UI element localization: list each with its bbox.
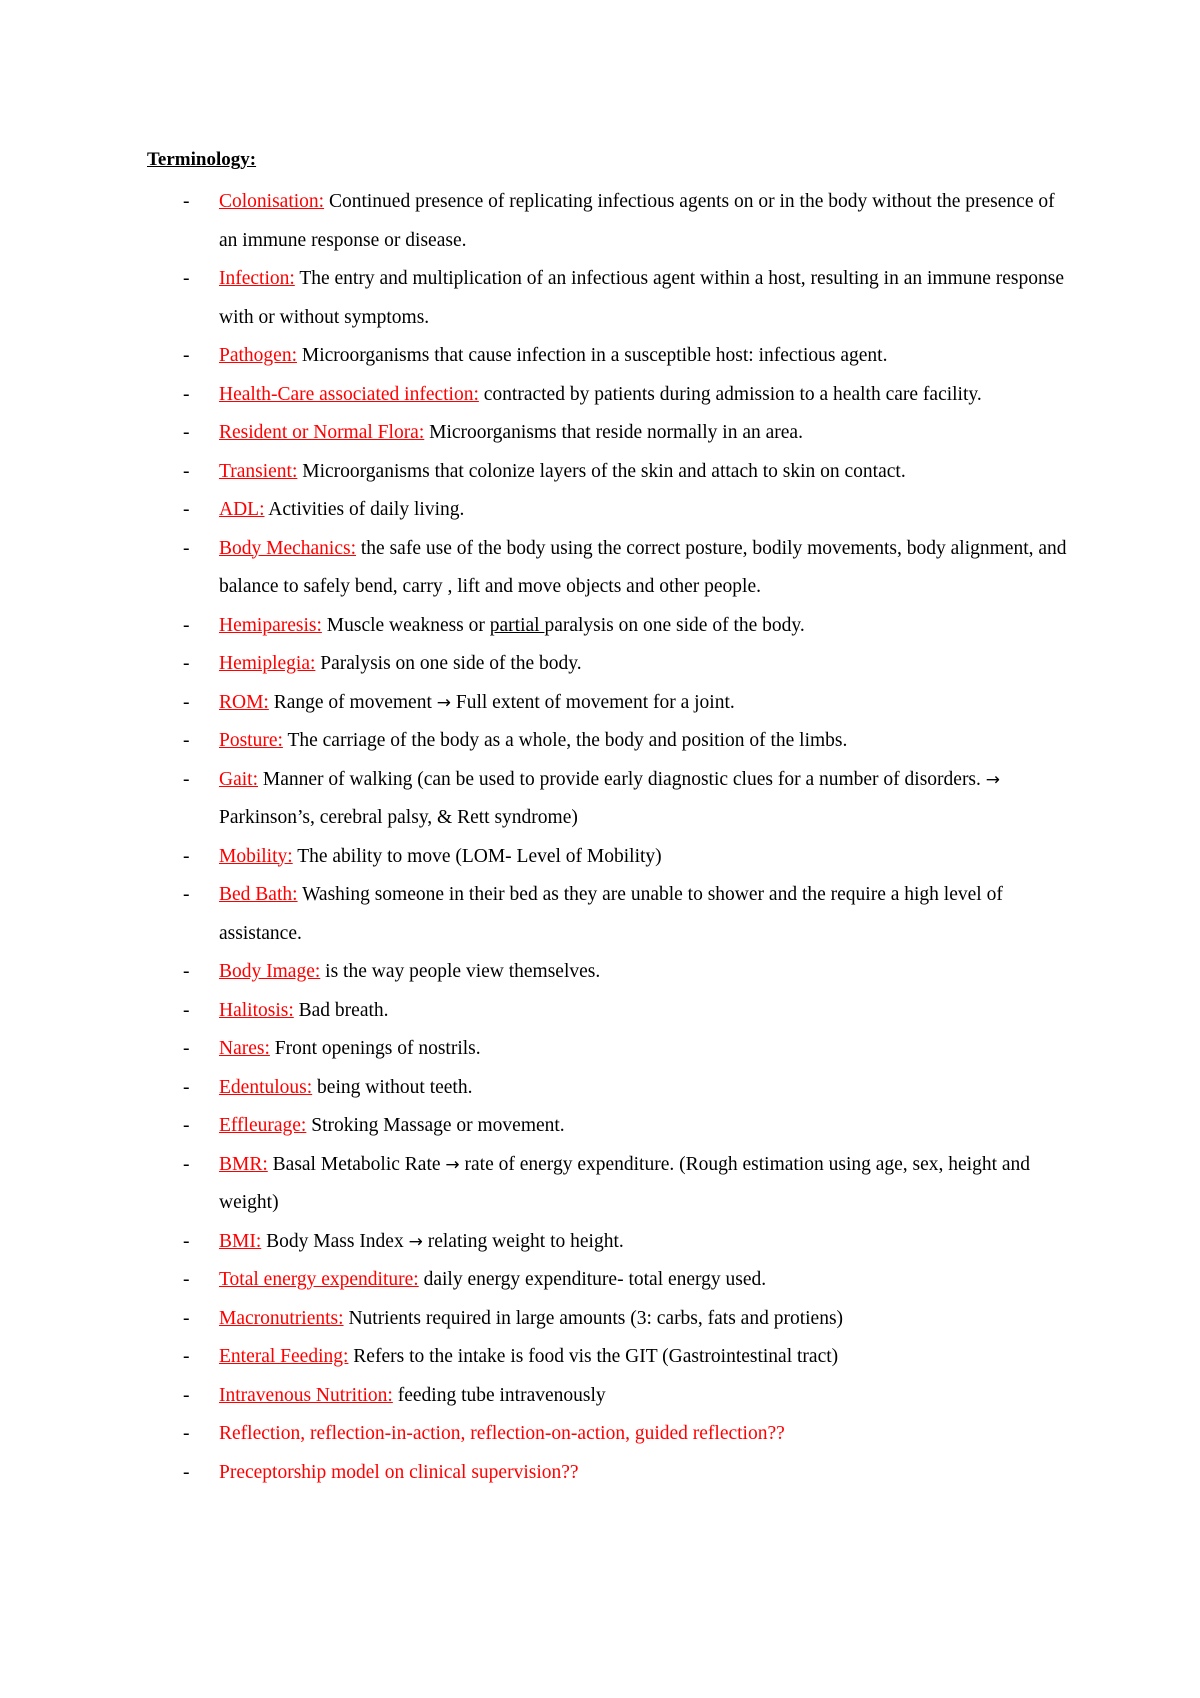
- open-question-text: Preceptorship model on clinical supervision??: [219, 1461, 579, 1483]
- list-dash: -: [183, 268, 190, 289]
- term-label: Hemiplegia:: [219, 653, 316, 674]
- term-label: Intravenous Nutrition:: [219, 1384, 393, 1406]
- term-definition: Bad breath.: [293, 999, 389, 1021]
- list-dash: -: [183, 422, 190, 443]
- list-dash: -: [183, 653, 190, 674]
- term-definition: Refers to the intake is food vis the GIT (Gastrointestinal tract): [348, 1346, 839, 1367]
- list-item: [0, 876, 1069, 953]
- term-label: Total energy expenditure:: [219, 1269, 419, 1290]
- term-label: Halitosis:: [219, 999, 294, 1021]
- list-item: [0, 1223, 1069, 1262]
- list-item: [0, 1300, 1069, 1339]
- term-label: BMR:: [219, 1153, 268, 1175]
- list-item: [0, 260, 1069, 337]
- term-definition: daily energy expenditure- total energy used.: [418, 1269, 767, 1290]
- term-definition: Paralysis on one side of the body.: [315, 653, 582, 674]
- list-dash: -: [183, 1230, 190, 1252]
- term-definition: Front openings of nostrils.: [269, 1038, 481, 1059]
- list-dash: -: [183, 1346, 190, 1367]
- list-item: [0, 838, 1069, 877]
- list-item: [0, 645, 1069, 684]
- list-dash: -: [183, 691, 190, 713]
- list-dash: -: [183, 614, 190, 636]
- term-label: Pathogen:: [219, 345, 297, 366]
- term-definition: Range of movement: [268, 691, 437, 713]
- arrow-right-icon: →: [408, 1231, 423, 1252]
- list-dash: -: [183, 1461, 190, 1483]
- term-definition: Full extent of movement for a joint.: [450, 691, 735, 713]
- term-label: ADL:: [219, 499, 265, 520]
- list-item: [0, 1069, 1069, 1108]
- term-label: Nares:: [219, 1038, 270, 1059]
- term-definition: paralysis on one side of the body.: [544, 614, 805, 636]
- list-item: [0, 530, 1069, 607]
- term-definition: Microorganisms that reside normally in an area.: [424, 422, 803, 443]
- term-label: Colonisation:: [219, 191, 325, 212]
- term-label: Transient:: [219, 460, 298, 482]
- term-label: Macronutrients:: [219, 1307, 344, 1329]
- list-dash: -: [183, 1307, 190, 1329]
- list-item: [0, 414, 1069, 453]
- list-item: [0, 684, 1069, 723]
- term-definition: Manner of walking (can be used to provide early diagnostic clues for a number of disorders.: [258, 768, 986, 790]
- page-heading: Terminology:: [147, 149, 257, 170]
- list-item: [0, 183, 1069, 260]
- term-definition: Microorganisms that cause infection in a susceptible host: infectious agent.: [297, 345, 888, 366]
- term-definition: is the way people view themselves.: [320, 961, 601, 982]
- term-label: Health-Care associated infection:: [219, 383, 479, 405]
- list-dash: -: [183, 961, 190, 982]
- term-definition: relating weight to height.: [422, 1230, 624, 1252]
- list-item: [0, 491, 1069, 530]
- list-dash: -: [183, 1423, 190, 1444]
- list-dash: -: [183, 730, 190, 751]
- list-dash: -: [183, 537, 190, 559]
- list-dash: -: [183, 1153, 190, 1175]
- term-definition: Continued presence of replicating infectious agents on or in the body without the presence of an immune response or disease.: [219, 191, 1055, 251]
- term-definition: Activities of daily living.: [264, 499, 465, 520]
- term-label: Infection:: [219, 268, 295, 289]
- list-item: [0, 376, 1069, 415]
- list-item: [0, 1338, 1069, 1377]
- term-label: Posture:: [219, 730, 283, 751]
- list-item: [0, 1415, 1069, 1454]
- term-definition: being without teeth.: [312, 1076, 473, 1098]
- list-dash: -: [183, 383, 190, 405]
- list-item: [0, 992, 1069, 1031]
- list-dash: -: [183, 345, 190, 366]
- list-item: [0, 453, 1069, 492]
- term-definition: Basal Metabolic Rate: [267, 1153, 446, 1175]
- term-label: Gait:: [219, 768, 258, 790]
- term-label: Effleurage:: [219, 1115, 307, 1136]
- list-dash: -: [183, 999, 190, 1021]
- list-item: [0, 761, 1069, 838]
- term-label: Body Image:: [219, 961, 321, 982]
- list-dash: -: [183, 845, 190, 867]
- list-dash: -: [183, 1384, 190, 1406]
- arrow-right-icon: →: [445, 1154, 460, 1175]
- list-item: [0, 1030, 1069, 1069]
- term-definition: rate of energy expenditure. (Rough estimation using age, sex, height and weight): [219, 1153, 1031, 1213]
- list-item: [0, 1454, 1069, 1493]
- term-label: Mobility:: [219, 845, 293, 867]
- arrow-right-icon: →: [985, 769, 1001, 790]
- list-dash: -: [183, 1269, 190, 1290]
- list-item: [0, 337, 1069, 376]
- list-dash: -: [183, 768, 190, 790]
- list-dash: -: [183, 1076, 190, 1098]
- term-definition: The carriage of the body as a whole, the body and position of the limbs.: [282, 730, 848, 751]
- term-definition: contracted by patients during admission to a health care facility.: [478, 383, 982, 405]
- list-dash: -: [183, 1115, 190, 1136]
- list-item: [0, 1377, 1069, 1416]
- term-definition: The ability to move (LOM- Level of Mobility): [292, 845, 662, 867]
- list-dash: -: [183, 884, 190, 905]
- term-definition: Muscle weakness or: [321, 614, 490, 636]
- term-definition: the safe use of the body using the correct posture, bodily movements, body alignment, and balance to safely bend, carry , lift and move objects and other people.: [219, 537, 1067, 597]
- term-definition: Stroking Massage or movement.: [306, 1115, 565, 1136]
- term-label: Bed Bath:: [219, 884, 298, 905]
- list-dash: -: [183, 460, 190, 482]
- list-dash: -: [183, 1038, 190, 1059]
- term-label: Enteral Feeding:: [219, 1346, 349, 1367]
- term-label: Edentulous:: [219, 1076, 313, 1098]
- term-definition: Body Mass Index: [261, 1230, 409, 1252]
- terminology-list: [0, 183, 1200, 1492]
- open-question-text: Reflection, reflection-in-action, reflection-on-action, guided reflection??: [219, 1423, 785, 1444]
- list-item: [0, 1107, 1069, 1146]
- term-definition: Microorganisms that colonize layers of the skin and attach to skin on contact.: [297, 460, 906, 482]
- list-item: [0, 953, 1069, 992]
- list-item: [0, 607, 1069, 646]
- term-definition-underlined: partial: [489, 614, 545, 636]
- list-item: [0, 722, 1069, 761]
- list-dash: -: [183, 191, 190, 212]
- term-label: BMI:: [219, 1230, 262, 1252]
- term-label: Resident or Normal Flora:: [219, 422, 425, 443]
- list-item: [0, 1261, 1069, 1300]
- term-definition: Parkinson’s, cerebral palsy, & Rett syndrome): [219, 807, 578, 828]
- term-definition: Washing someone in their bed as they are unable to shower and the require a high level of assistance.: [219, 884, 1003, 944]
- term-definition: feeding tube intravenously: [392, 1384, 606, 1406]
- term-definition: The entry and multiplication of an infectious agent within a host, resulting in an immune response with or without symptoms.: [219, 268, 1064, 328]
- term-label: Body Mechanics:: [219, 537, 357, 559]
- term-label: Hemiparesis:: [219, 614, 322, 636]
- term-definition: Nutrients required in large amounts (3: carbs, fats and protiens): [343, 1307, 844, 1329]
- arrow-right-icon: →: [436, 692, 451, 713]
- term-label: ROM:: [219, 691, 269, 713]
- list-item: [0, 1146, 1069, 1223]
- list-dash: -: [183, 499, 190, 520]
